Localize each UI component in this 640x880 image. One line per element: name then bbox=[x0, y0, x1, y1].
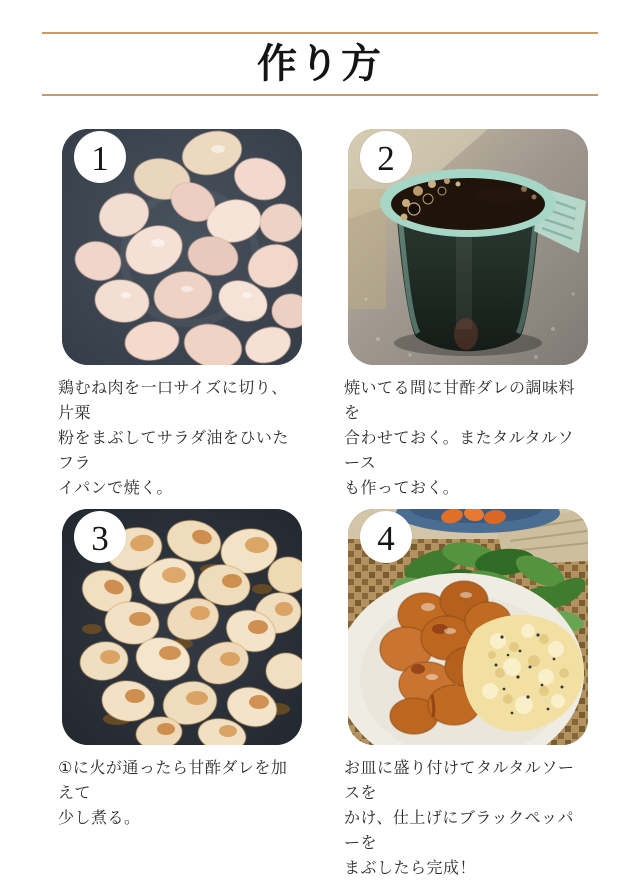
caption-line: 粉をまぶしてサラダ油をひいたフラ bbox=[58, 428, 289, 472]
caption-line: かけ、仕上げにブラックペッパーを bbox=[344, 808, 575, 852]
caption-line: イパンで焼く。 bbox=[58, 478, 173, 497]
step1-caption bbox=[58, 375, 302, 500]
caption-line: 少し煮る。 bbox=[58, 808, 141, 827]
step-number-badge bbox=[74, 131, 126, 183]
bottom-divider bbox=[42, 94, 598, 96]
step3-photo-seared-chicken-in-pan bbox=[62, 509, 302, 745]
step-card-1 bbox=[58, 129, 302, 500]
caption-line: 鶏むね肉を一口サイズに切り、片栗 bbox=[58, 378, 288, 422]
step3-caption bbox=[58, 755, 302, 830]
step2-photo-sauce-in-measuring-cup bbox=[348, 129, 588, 365]
caption-line: まぶしたら完成！ bbox=[344, 858, 477, 877]
step-card-2 bbox=[344, 129, 588, 500]
caption-line: も作っておく。 bbox=[344, 478, 460, 497]
step2-caption bbox=[344, 375, 588, 500]
step-number-badge bbox=[74, 511, 126, 563]
step-number: 2 bbox=[377, 138, 395, 178]
steps-grid bbox=[58, 129, 588, 880]
page-title: 作り方 bbox=[257, 41, 383, 87]
step-card-3 bbox=[58, 509, 302, 880]
step4-photo-plated-dish-with-tartar bbox=[348, 509, 588, 745]
step-card-4 bbox=[344, 509, 588, 880]
step-number: 4 bbox=[377, 518, 395, 558]
step-number-badge bbox=[360, 511, 412, 563]
step4-caption bbox=[344, 755, 588, 880]
step-number-badge bbox=[360, 131, 412, 183]
step-number: 3 bbox=[91, 518, 109, 558]
caption-line: 焼いてる間に甘酢ダレの調味料を bbox=[344, 378, 576, 422]
caption-line: 合わせておく。またタルタルソース bbox=[344, 428, 575, 472]
caption-line: お皿に盛り付けてタルタルソースを bbox=[344, 758, 575, 802]
caption-line: ①に火が通ったら甘酢ダレを加えて bbox=[58, 758, 288, 802]
title-block bbox=[0, 0, 640, 96]
step1-photo-raw-chicken-in-pan bbox=[62, 129, 302, 365]
step-number: 1 bbox=[91, 138, 109, 178]
